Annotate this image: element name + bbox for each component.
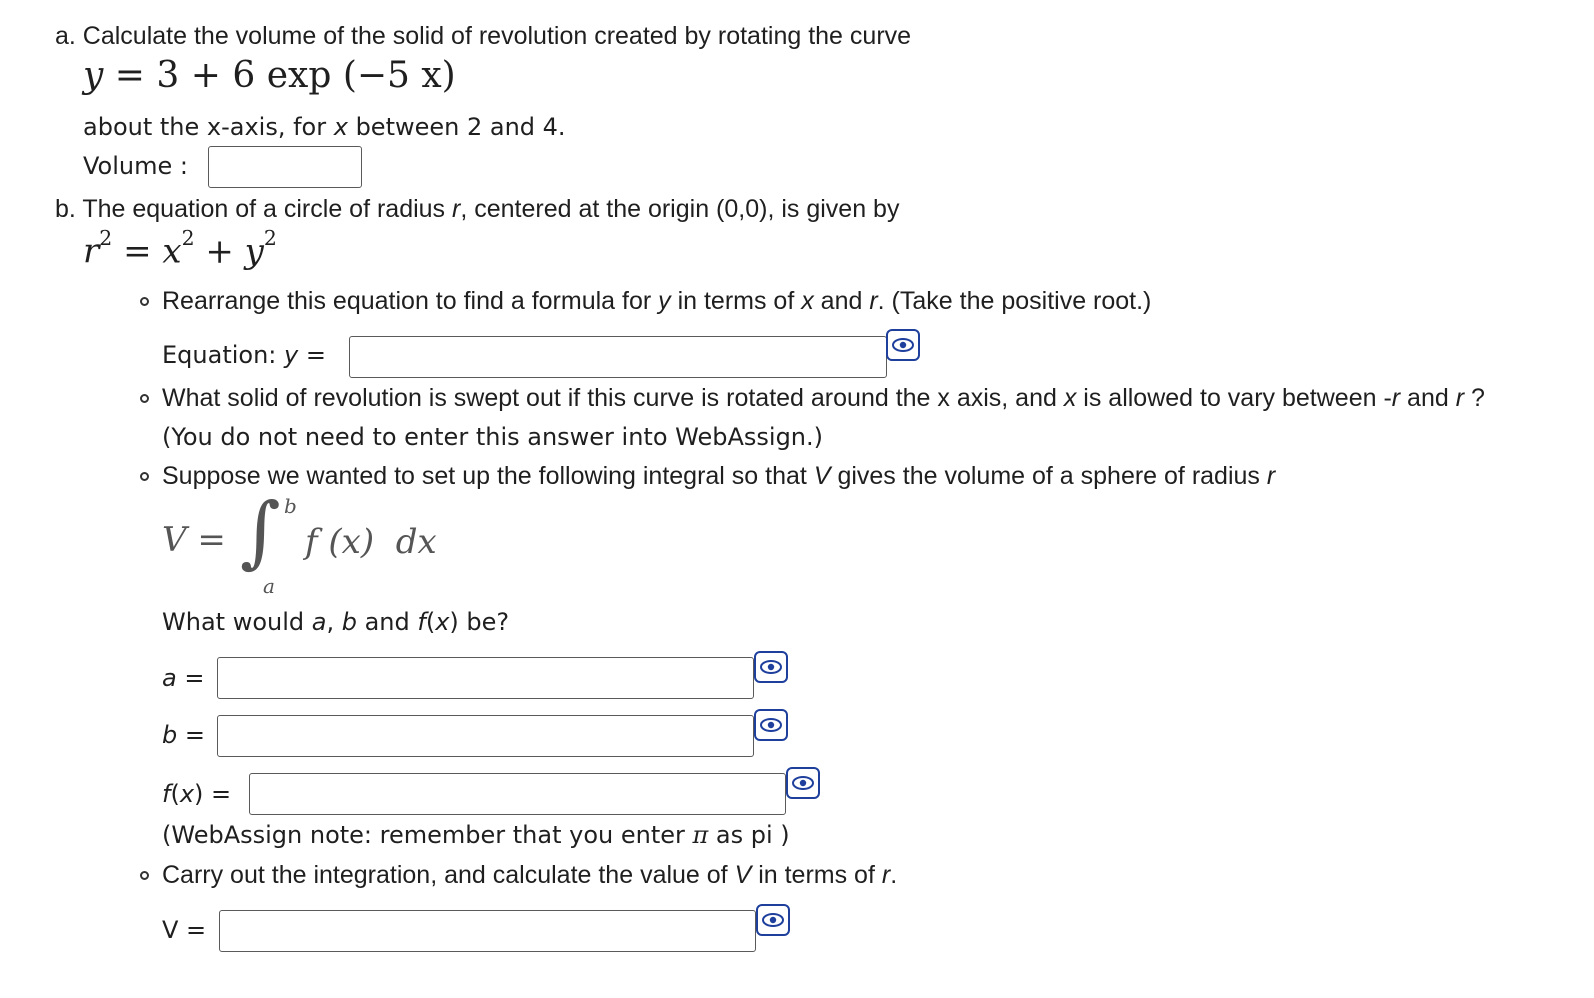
f-label: f(x) = [162,780,232,808]
webassign-pi-note: (WebAssign note: remember that you enter π as pi ) [162,821,790,849]
a-input[interactable] [217,657,754,699]
v-input[interactable] [219,910,756,952]
bullet [140,394,149,403]
equation-y-label: Equation: y = [162,341,326,369]
b-input[interactable] [217,715,754,757]
part-a-prompt: a. Calculate the volume of the solid of revolution created by rotating the curve [55,22,912,50]
q3-text: Suppose we wanted to set up the following integral so that V gives the volume of a sphere of radius r [162,462,1276,490]
integral-sign: ∫ [240,487,281,577]
abf-question: What would a, b and f(x) be? [162,608,510,636]
eye-preview-icon[interactable] [754,651,788,683]
q4-text: Carry out the integration, and calculate the value of V in terms of r. [162,861,898,889]
volume-input[interactable] [208,146,362,188]
bullet [140,871,149,880]
f-input[interactable] [249,773,786,815]
circle-equation: $r^2 = x^2 + y^2$ [83,226,277,272]
q2-note: (You do not need to enter this answer into WebAssign.) [162,423,824,451]
eq-lhs: y [83,55,104,96]
v-label: V = [162,916,207,944]
eye-preview-icon[interactable] [754,709,788,741]
integral-lower-limit: a [263,574,275,598]
integrand: f (x) dx [305,522,437,562]
q2-text: What solid of revolution is swept out if this curve is rotated around the x axis, and x is allowed to vary between -r and r ? [162,384,1485,412]
bullet [140,297,149,306]
volume-label: Volume : [83,152,188,180]
eye-preview-icon[interactable] [886,329,920,361]
eq-expression: 3 + 6 exp (−5 x) [156,55,456,96]
part-b-prompt: b. The equation of a circle of radius r, centered at the origin (0,0), is given by [55,195,900,223]
q1-text: Rearrange this equation to find a formula for y in terms of x and r. (Take the positive root.) [162,287,1152,315]
b-label: b = [162,721,205,749]
bullet [140,472,149,481]
equation-y-input[interactable] [349,336,887,378]
eq-equals: = [114,55,145,96]
a-label: a = [162,664,205,692]
part-a-equation [83,55,456,96]
integral-upper-limit: b [284,494,297,518]
eye-preview-icon[interactable] [786,767,820,799]
part-a-range-text: about the x-axis, for x between 2 and 4. [83,113,566,141]
eye-preview-icon[interactable] [756,904,790,936]
integral-lhs: V = [162,520,226,560]
